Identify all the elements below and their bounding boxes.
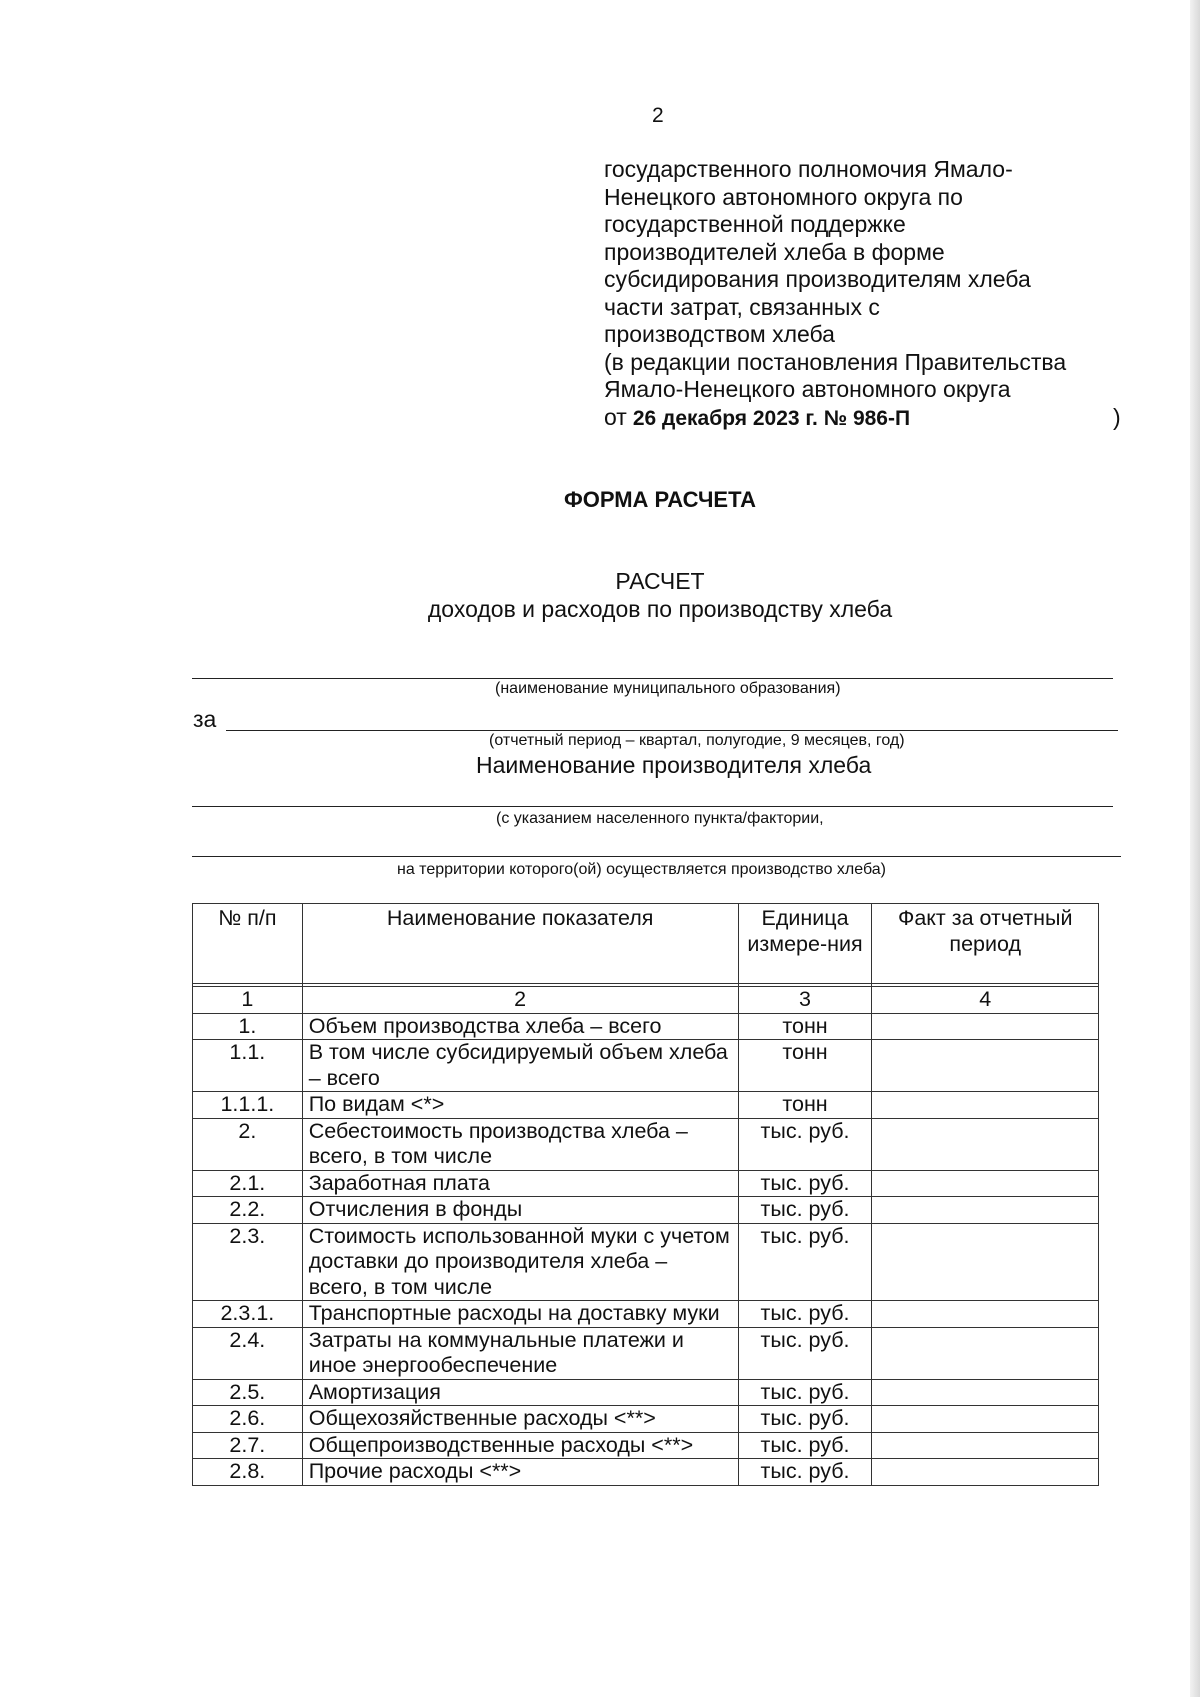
row-indicator: Заработная плата bbox=[302, 1170, 738, 1197]
column-number: 1 bbox=[193, 987, 303, 1014]
approval-line: производителей хлеба в форме bbox=[604, 238, 945, 265]
row-fact-cell[interactable] bbox=[872, 1327, 1099, 1379]
table-row bbox=[193, 1170, 1099, 1197]
row-fact-cell[interactable] bbox=[872, 1040, 1099, 1092]
row-number: 1.1. bbox=[193, 1040, 303, 1092]
table-row bbox=[193, 1301, 1099, 1328]
row-indicator: Общепроизводственные расходы <**> bbox=[302, 1432, 738, 1459]
approval-line: Ненецкого автономного округа по bbox=[604, 183, 963, 210]
row-fact-cell[interactable] bbox=[872, 1013, 1099, 1040]
column-number: 4 bbox=[872, 987, 1099, 1014]
row-number: 1. bbox=[193, 1013, 303, 1040]
period-prefix: за bbox=[193, 706, 217, 732]
column-number: 3 bbox=[738, 987, 872, 1014]
row-indicator: Общехозяйственные расходы <**> bbox=[302, 1406, 738, 1433]
row-number: 2.2. bbox=[193, 1197, 303, 1224]
row-number: 2.7. bbox=[193, 1432, 303, 1459]
table-row bbox=[193, 1118, 1099, 1170]
municipality-line bbox=[192, 678, 1113, 679]
header-fact: Факт за отчетный период bbox=[872, 904, 1099, 984]
calc-subtitle: доходов и расходов по производству хлеба bbox=[427, 596, 893, 622]
row-number: 1.1.1. bbox=[193, 1092, 303, 1119]
approval-reference bbox=[604, 156, 1124, 432]
row-indicator: В том числе субсидируемый объем хлеба – всего bbox=[302, 1040, 738, 1092]
page-number: 2 bbox=[652, 104, 664, 127]
row-fact-cell[interactable] bbox=[872, 1092, 1099, 1119]
row-unit: тыс. руб. bbox=[738, 1327, 872, 1379]
table-row bbox=[193, 1197, 1099, 1224]
row-fact-cell[interactable] bbox=[872, 1170, 1099, 1197]
header-indicator: Наименование показателя bbox=[302, 904, 738, 984]
row-number: 2.4. bbox=[193, 1327, 303, 1379]
row-number: 2. bbox=[193, 1118, 303, 1170]
row-indicator: Стоимость использованной муки с учетом доставки до производителя хлеба – всего, в том числе bbox=[302, 1223, 738, 1301]
row-unit: тыс. руб. bbox=[738, 1301, 872, 1328]
row-number: 2.1. bbox=[193, 1170, 303, 1197]
row-indicator: Затраты на коммунальные платежи и иное энергообеспечение bbox=[302, 1327, 738, 1379]
producer-label: Наименование производителя хлеба bbox=[476, 752, 872, 778]
row-fact-cell[interactable] bbox=[872, 1197, 1099, 1224]
locality-caption: (с указанием населенного пункта/фактории, bbox=[496, 810, 824, 827]
row-fact-cell[interactable] bbox=[872, 1459, 1099, 1486]
table-row bbox=[193, 1379, 1099, 1406]
approval-line: производством хлеба bbox=[604, 321, 835, 347]
row-unit: тыс. руб. bbox=[738, 1406, 872, 1433]
table-row bbox=[193, 1040, 1099, 1092]
approval-line: государственного полномочия Ямало- bbox=[604, 156, 1013, 182]
approval-line: части затрат, связанных с bbox=[604, 293, 880, 320]
row-indicator: Транспортные расходы на доставку муки bbox=[302, 1301, 738, 1328]
row-unit: тонн bbox=[738, 1040, 872, 1092]
row-fact-cell[interactable] bbox=[872, 1301, 1099, 1328]
table-row bbox=[193, 1013, 1099, 1040]
municipality-caption: (наименование муниципального образования) bbox=[495, 680, 841, 697]
resolution-date: 26 декабря 2023 г. № 986-П bbox=[632, 406, 911, 430]
header-number: № п/п bbox=[193, 904, 303, 984]
row-unit: тыс. руб. bbox=[738, 1379, 872, 1406]
row-indicator: Отчисления в фонды bbox=[302, 1197, 738, 1224]
row-unit: тыс. руб. bbox=[738, 1432, 872, 1459]
row-indicator: Прочие расходы <**> bbox=[302, 1459, 738, 1486]
period-caption: (отчетный период – квартал, полугодие, 9 месяцев, год) bbox=[489, 732, 905, 749]
row-indicator: Амортизация bbox=[302, 1379, 738, 1406]
table-row bbox=[193, 1223, 1099, 1301]
row-unit: тыс. руб. bbox=[738, 1118, 872, 1170]
row-fact-cell[interactable] bbox=[872, 1118, 1099, 1170]
table-row bbox=[193, 1092, 1099, 1119]
row-fact-cell[interactable] bbox=[872, 1432, 1099, 1459]
row-unit: тонн bbox=[738, 1013, 872, 1040]
row-unit: тыс. руб. bbox=[738, 1170, 872, 1197]
approval-line: Ямало-Ненецкого автономного округа bbox=[604, 376, 1011, 402]
resolution-date-line bbox=[604, 404, 1124, 433]
table-row bbox=[193, 1327, 1099, 1379]
closing-paren: ) bbox=[1113, 403, 1121, 430]
header-unit: Единица измере-ния bbox=[738, 904, 872, 984]
period-line bbox=[226, 730, 1118, 731]
row-number: 2.3.1. bbox=[193, 1301, 303, 1328]
row-fact-cell[interactable] bbox=[872, 1406, 1099, 1433]
approval-line: (в редакции постановления Правительства bbox=[604, 348, 1067, 375]
row-indicator: Себестоимость производства хлеба – всего, в том числе bbox=[302, 1118, 738, 1170]
row-unit: тыс. руб. bbox=[738, 1223, 872, 1301]
row-indicator: Объем производства хлеба – всего bbox=[302, 1013, 738, 1040]
row-number: 2.6. bbox=[193, 1406, 303, 1433]
calc-title: РАСЧЕТ bbox=[615, 568, 705, 594]
row-unit: тыс. руб. bbox=[738, 1459, 872, 1486]
date-prefix: от bbox=[604, 403, 627, 430]
form-title: ФОРМА РАСЧЕТА bbox=[563, 487, 757, 512]
row-number: 2.3. bbox=[193, 1223, 303, 1301]
row-number: 2.8. bbox=[193, 1459, 303, 1486]
row-unit: тонн bbox=[738, 1092, 872, 1119]
table-row bbox=[193, 1406, 1099, 1433]
scan-edge-shade bbox=[1190, 0, 1200, 1697]
table-row bbox=[193, 1459, 1099, 1486]
territory-line bbox=[192, 856, 1121, 857]
row-indicator: По видам <*> bbox=[302, 1092, 738, 1119]
calculation-table bbox=[192, 903, 1099, 1486]
producer-line bbox=[192, 806, 1113, 807]
territory-caption: на территории которого(ой) осуществляется производство хлеба) bbox=[397, 861, 886, 878]
approval-line: субсидирования производителям хлеба bbox=[604, 266, 1031, 292]
table-row bbox=[193, 1432, 1099, 1459]
row-number: 2.5. bbox=[193, 1379, 303, 1406]
column-number: 2 bbox=[302, 987, 738, 1014]
column-numbers-row bbox=[193, 987, 1099, 1014]
row-unit: тыс. руб. bbox=[738, 1197, 872, 1224]
approval-line: государственной поддержке bbox=[604, 211, 906, 237]
row-fact-cell[interactable] bbox=[872, 1223, 1099, 1301]
row-fact-cell[interactable] bbox=[872, 1379, 1099, 1406]
table-header-row bbox=[193, 904, 1099, 984]
